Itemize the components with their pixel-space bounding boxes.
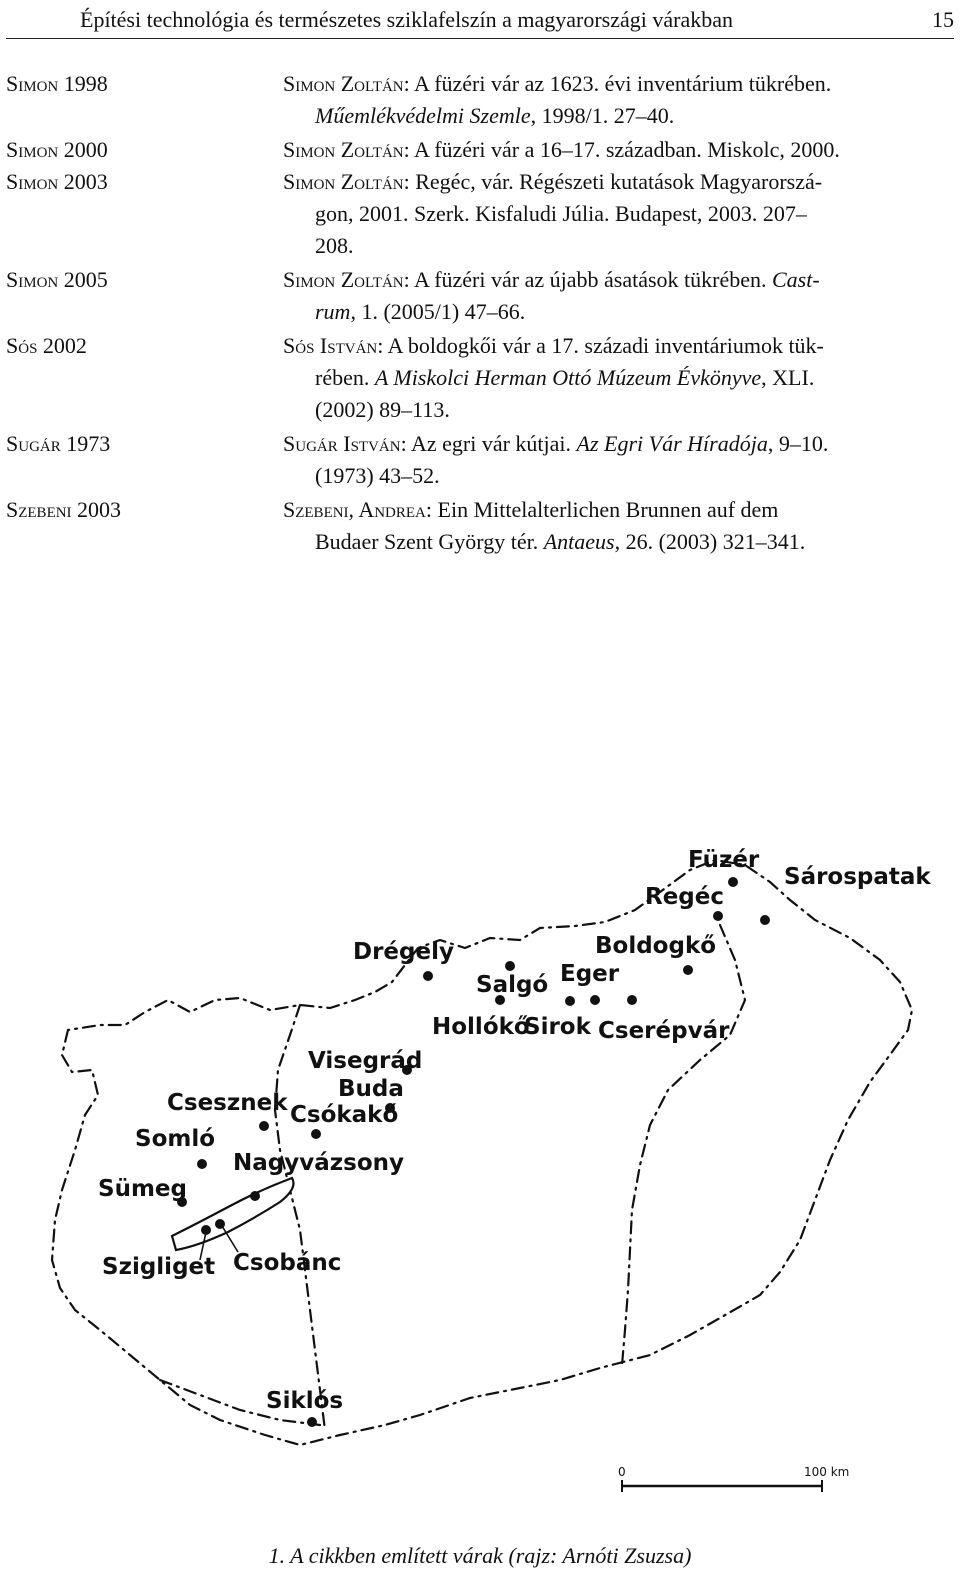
label-cserepvar: Cserépvár: [598, 1018, 730, 1044]
country-border: [52, 860, 912, 1445]
dot-csesznek: [259, 1121, 269, 1131]
reference-line: [283, 166, 955, 198]
italic-title: rum: [315, 299, 351, 324]
reference-line: [283, 134, 955, 166]
author-name: Szebeni, Andrea: [283, 497, 426, 522]
label-siklos: Siklós: [266, 1388, 344, 1414]
reference-line: [283, 494, 955, 526]
reference-text: gon, 2001. Szerk. Kisfaludi Júlia. Budapest, 2003. 207–: [315, 201, 807, 226]
reference-body: [283, 264, 955, 328]
reference-text: , 1998/1. 27–40.: [530, 103, 675, 128]
author-name: Simon Zoltán: [283, 71, 404, 96]
dot-szigliget: [201, 1225, 211, 1235]
tisza-line: [622, 925, 745, 1365]
dot-boldogko: [683, 965, 693, 975]
italic-title: Műemlékvédelmi Szemle: [315, 103, 531, 128]
reference-key: Simon 2005: [6, 267, 108, 292]
running-title: Építési technológia és természetes sziklafelszín a magyarországi várakban: [80, 7, 734, 32]
reference-line: [283, 100, 955, 132]
reference-body: [283, 166, 955, 262]
author-name: Simon Zoltán: [283, 137, 404, 162]
reference-text: : Regéc, vár. Régészeti kutatások Magyarorszá-: [403, 169, 823, 194]
italic-title: Cast-: [772, 267, 820, 292]
dot-cserepvar: [627, 995, 637, 1005]
label-sirok: Sirok: [524, 1014, 591, 1040]
dot-salgo: [505, 961, 515, 971]
label-eger: Eger: [560, 961, 620, 987]
reference-text: , 9–10.: [767, 431, 829, 456]
dot-somlo: [197, 1159, 207, 1169]
reference-text: 208.: [315, 233, 354, 258]
scale-bar: [618, 1465, 849, 1492]
reference-key: Simon 1998: [6, 71, 108, 96]
label-sarospatak: Sárospatak: [784, 864, 931, 890]
label-dregely: Drégely: [353, 939, 454, 965]
reference-text: (1973) 43–52.: [315, 463, 440, 488]
dot-dregely: [423, 971, 433, 981]
reference-body: [283, 134, 955, 166]
dot-fuzer: [728, 877, 738, 887]
label-somlo: Somló: [135, 1126, 216, 1152]
reference-body: [283, 494, 955, 558]
dot-nagyvazsony: [250, 1191, 260, 1201]
label-nagyvazsony: Nagyvázsony: [233, 1150, 404, 1176]
reference-text: , XLI.: [761, 365, 815, 390]
reference-line: [283, 296, 955, 328]
label-csesznek: Csesznek: [167, 1090, 288, 1116]
castle-map: [0, 820, 960, 1540]
dot-siklos: [307, 1417, 317, 1427]
author-name: Simon Zoltán: [283, 267, 404, 292]
italic-title: Az Egri Vár Híradója: [576, 431, 768, 456]
reference-text: , 1. (2005/1) 47–66.: [350, 299, 526, 324]
running-header: [6, 2, 954, 39]
italic-title: Antaeus: [543, 529, 615, 554]
label-visegrad: Visegrád: [308, 1048, 423, 1074]
scale-start-label: 0: [618, 1465, 626, 1479]
dot-regec: [713, 911, 723, 921]
reference-line: [283, 330, 955, 362]
reference-body: [283, 68, 955, 132]
reference-line: [283, 230, 955, 262]
label-salgo: Salgó: [476, 972, 549, 998]
label-szigliget: Szigliget: [102, 1254, 216, 1280]
author-name: Sós István: [283, 333, 378, 358]
label-regec: Regéc: [645, 884, 725, 910]
dot-csokako: [311, 1129, 321, 1139]
reference-body: [283, 428, 955, 492]
reference-text: , 26. (2003) 321–341.: [614, 529, 806, 554]
italic-title: A Miskolci Herman Ottó Múzeum Évkönyve: [374, 365, 762, 390]
author-name: Simon Zoltán: [283, 169, 404, 194]
dot-sirok: [565, 996, 575, 1006]
reference-text: (2002) 89–113.: [315, 397, 450, 422]
page-number: 15: [932, 7, 954, 32]
reference-key: Szebeni 2003: [6, 497, 122, 522]
author-name: Sugár István: [283, 431, 401, 456]
reference-text: : A füzéri vár a 16–17. században. Miskolc, 2000.: [403, 137, 840, 162]
reference-text: Budaer Szent György tér.: [315, 529, 544, 554]
reference-line: [283, 428, 955, 460]
reference-line: [283, 362, 955, 394]
reference-key: Sugár 1973: [6, 431, 111, 456]
reference-text: : A füzéri vár az újabb ásatások tükrében.: [403, 267, 772, 292]
reference-text: : Az egri vár kútjai.: [400, 431, 577, 456]
label-buda: Buda: [338, 1076, 404, 1102]
reference-line: [283, 394, 955, 426]
label-sumeg: Sümeg: [98, 1176, 187, 1202]
reference-text: : A boldogkői vár a 17. századi inventáriumok tük-: [377, 333, 824, 358]
figure-caption: 1. A cikkben említett várak (rajz: Arnóti Zsuzsa): [268, 1543, 692, 1568]
place-labels: [98, 847, 931, 1414]
reference-line: [283, 264, 955, 296]
label-fuzer: Füzér: [688, 847, 760, 873]
lake-balaton: [172, 1178, 294, 1250]
label-csobanc: Csobánc: [233, 1250, 342, 1276]
reference-text: : Ein Mittelalterlichen Brunnen auf dem: [425, 497, 779, 522]
label-boldogko: Boldogkő: [595, 933, 717, 959]
reference-key: Simon 2003: [6, 169, 108, 194]
reference-text: : A füzéri vár az 1623. évi inventárium tükrében.: [403, 71, 832, 96]
reference-key: Simon 2000: [6, 137, 108, 162]
label-holloko: Hollókő: [432, 1014, 530, 1040]
dot-eger: [590, 995, 600, 1005]
reference-line: [283, 198, 955, 230]
scale-end-label: 100 km: [804, 1465, 850, 1479]
dot-sarospatak: [760, 915, 770, 925]
reference-key: Sós 2002: [6, 333, 87, 358]
dot-csobanc: [215, 1219, 225, 1229]
label-csokako: Csókakő: [290, 1102, 399, 1128]
reference-text: rében.: [315, 365, 375, 390]
reference-body: [283, 330, 955, 426]
reference-line: [283, 460, 955, 492]
reference-line: [283, 68, 955, 100]
reference-line: [283, 526, 955, 558]
